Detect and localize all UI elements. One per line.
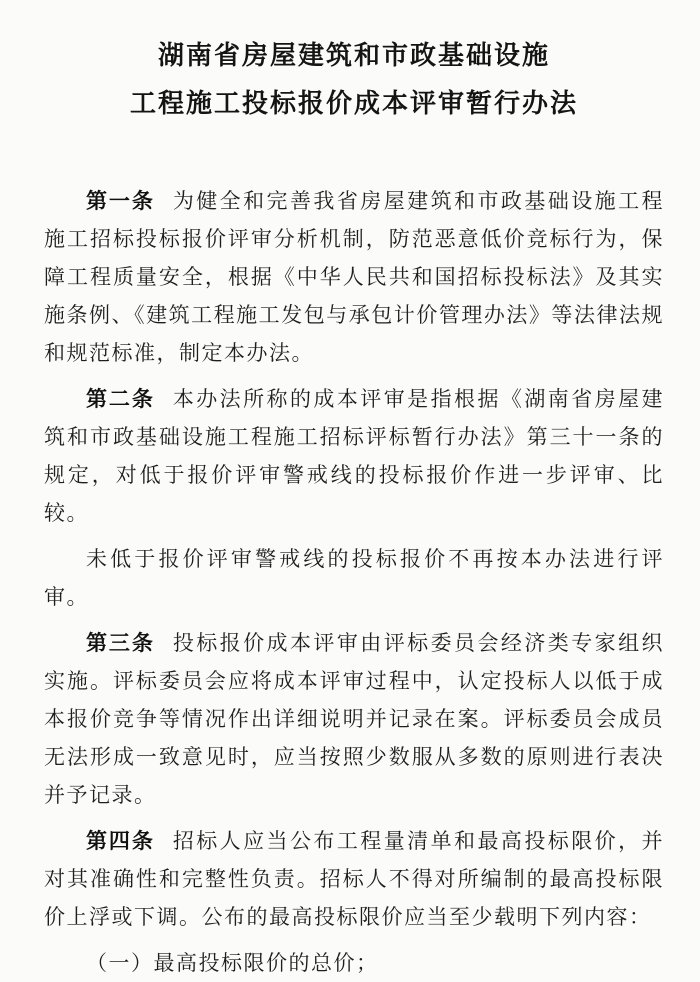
article-4 [44, 822, 664, 936]
article-2-continuation-text: 未低于报价评审警戒线的投标报价不再按本办法进行评审。 [44, 547, 664, 609]
document-title [44, 32, 664, 128]
article-1-text: 为健全和完善我省房屋建筑和市政基础设施工程施工招标投标报价评审分析机制，防范恶意低价竞标行为，保障工程质量安全，根据《中华人民共和国招标投标法》及其实施条例、《建筑工程施工发包与承包计价管理办法》等法律法规和规范标准，制定本办法。 [44, 189, 665, 365]
title-line-1: 湖南省房屋建筑和市政基础设施 [157, 41, 550, 71]
article-4-item-1-text: （一）最高投标限价的总价； [86, 951, 379, 975]
article-3-text: 投标报价成本评审由评标委员会经济类专家组织实施。评标委员会应将成本评审过程中，认定投标人以低于成本报价竞争等情况作出详细说明并记录在案。评标委员会成员无法形成一致意见时，应当按照少数服从多数的原则进行表决并予记录。 [44, 631, 665, 807]
article-1 [44, 182, 664, 372]
article-4-text: 招标人应当公布工程量清单和最高投标限价，并对其准确性和完整性负责。招标人不得对所编制的最高投标限价上浮或下调。公布的最高投标限价应当至少载明下列内容： [44, 829, 665, 929]
article-3-label: 第三条 [86, 631, 155, 655]
article-2-text: 本办法所称的成本评审是指根据《湖南省房屋建筑和市政基础设施工程施工招标评标暂行办法》第三十一条的规定，对低于报价评审警戒线的投标报价作进一步评审、比较。 [44, 387, 665, 525]
article-2-continuation [44, 540, 664, 616]
document-body [44, 182, 664, 982]
article-1-label: 第一条 [86, 189, 155, 213]
article-2-label: 第二条 [86, 387, 155, 411]
article-4-label: 第四条 [86, 829, 155, 853]
article-2 [44, 380, 664, 532]
title-line-2: 工程施工投标报价成本评审暂行办法 [129, 89, 578, 119]
article-4-item-1 [44, 944, 664, 982]
article-3 [44, 624, 664, 814]
